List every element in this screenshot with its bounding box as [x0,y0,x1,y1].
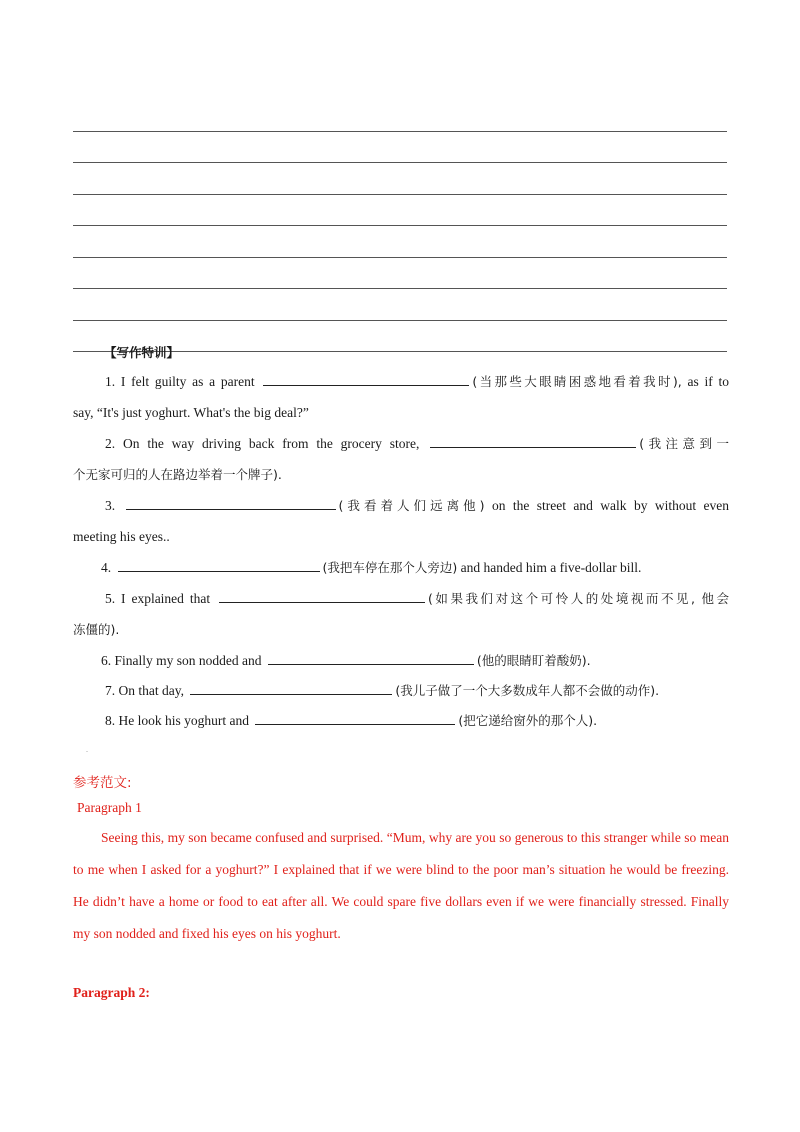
answer-blank[interactable] [219,588,425,603]
exercise-prompt: He look his yoghurt and [118,713,249,728]
answer-blank[interactable] [126,495,336,510]
writing-line [73,226,727,258]
exercise-hint: (如果我们对这个可怜人的处境视而不见, 他会 [428,591,730,606]
answer-blank[interactable] [118,557,320,572]
exercise-hint: (他的眼睛盯着酸奶). [476,653,591,668]
writing-line [73,289,727,321]
exercise-number: 3. [105,498,116,513]
writing-line [73,258,727,290]
exercise-number: 5. [105,591,116,606]
exercise-3 [73,490,729,552]
exercise-1 [73,366,729,428]
writing-line [73,100,727,132]
exercise-prompt-after: on the street and walk by without even [491,498,729,513]
exercise-continuation: 个无家可归的人在路边举着一个牌子). [73,467,282,482]
exercise-2 [73,428,729,490]
exercise-number: 8. [105,713,116,728]
exercise-continuation: meeting his eyes.. [73,529,170,544]
exercise-5 [73,583,729,645]
exercise-hint: (我把车停在那个人旁边) [322,560,458,575]
writing-line [73,132,727,164]
exercise-prompt: On the way driving back from the grocery store, [122,436,420,451]
paragraph-1-label: Paragraph 1 [77,800,142,815]
stray-mark: . [86,745,88,754]
writing-line [73,163,727,195]
exercise-number: 1. [105,374,116,389]
exercise-hint: (把它递给窗外的那个人). [458,713,598,728]
exercise-8 [73,705,761,736]
exercise-prompt-after: as if to [687,374,730,389]
reference-essay-paragraph-1: Seeing this, my son became confused and surprised. “Mum, why are you so generous to this stranger while so mean to me when I asked for a yoghurt?” I explained that if we were blind to the poor man’s situation he would be freezing. He didn’t have a home or food to eat after all. We could spare five dollars even if we were financially stressed. Finally my son nodded and fixed his eyes on his yoghurt. [73,830,729,941]
exercise-7 [73,675,761,706]
answer-blank[interactable] [255,710,455,725]
reference-title: 参考范文: [73,775,132,791]
answer-blank[interactable] [190,680,392,695]
exercise-hint: (当那些大眼睛困惑地看着我时), [472,374,682,389]
exercise-prompt-after: and handed him a five-dollar bill. [460,560,642,575]
exercise-number: 4. [101,560,112,575]
exercise-6 [73,645,757,676]
answer-blank[interactable] [430,433,636,448]
exercise-prompt: I felt guilty as a parent [120,374,255,389]
exercise-continuation: say, “It's just yoghurt. What's the big deal?” [73,405,309,420]
exercise-hint: (我看着人们远离他) [338,498,485,513]
exercise-number: 2. [105,436,116,451]
exercise-hint: (我注意到一 [639,436,729,451]
exercise-4 [73,552,757,583]
exercise-prompt: I explained that [121,591,211,606]
exercise-prompt: Finally my son nodded and [114,653,262,668]
answer-blank[interactable] [268,650,474,665]
exercise-prompt: On that day, [118,683,184,698]
exercise-number: 7. [105,683,116,698]
exercise-number: 6. [101,653,112,668]
exercise-continuation: 冻僵的). [73,622,120,637]
exercise-hint: (我儿子做了一个大多数成年人都不会做的动作). [395,683,660,698]
answer-blank[interactable] [263,371,469,386]
writing-lines [73,100,727,352]
writing-line [73,195,727,227]
paragraph-2-label: Paragraph 2: [73,985,150,1000]
section-title: 【写作特训】 [104,345,180,360]
